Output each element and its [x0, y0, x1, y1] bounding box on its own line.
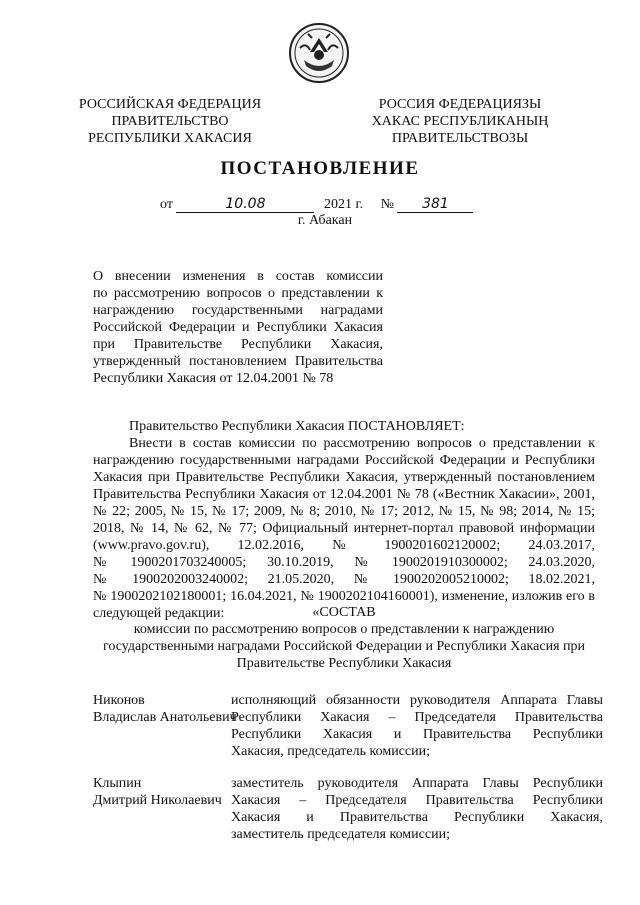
role-line: исполняющий обязанности руководителя Аппарата Главы [231, 693, 603, 708]
member-given-names: Дмитрий Николаевич [93, 793, 222, 808]
document-title: ПОСТАНОВЛЕНИЕ [220, 158, 420, 179]
role-line: Хакасия, председатель комиссии; [231, 744, 430, 759]
member-role [231, 775, 603, 843]
document-subject [93, 268, 383, 387]
paragraph-line: № 1900201703240005; 30.10.2019, № 1900201910300002; 24.03.2020, [93, 555, 595, 570]
document-body [93, 418, 595, 622]
role-line: заместитель председателя комиссии; [231, 827, 450, 842]
subject-line: Российской Федерации и Республики Хакасия [93, 320, 383, 335]
number-sign: № [380, 197, 394, 212]
header-right-line: РОССИЯ ФЕДЕРАЦИЯЗЫ [378, 97, 542, 112]
member-role [231, 692, 603, 760]
header-left-line: РОССИЙСКАЯ ФЕДЕРАЦИЯ [78, 97, 262, 112]
composition-subheading-line: комиссии по рассмотрению вопросов о представлении к награждению [133, 622, 555, 637]
subject-line: по рассмотрению вопросов о представлении к [93, 286, 383, 301]
decree-line: Правительство Республики Хакасия ПОСТАНОВЛЯЕТ: [129, 419, 465, 434]
paragraph-line: 2018, № 14, № 62, № 77; Официальный интернет-портал правовой информации [93, 521, 595, 536]
member-given-names: Владислав Анатольевич [93, 710, 237, 725]
paragraph-line: Хакасия при Правительстве Республики Хакасия, утвержденный постановлением [93, 470, 595, 485]
composition-heading: «СОСТАВ [312, 605, 376, 620]
header-right-line: ПРАВИТЕЛЬСТВОЗЫ [391, 131, 529, 146]
date-prefix: от [160, 197, 173, 212]
composition-subheading-line: Правительстве Республики Хакасия [236, 656, 452, 671]
paragraph-line: награждению государственными наградами Российской Федерации и Республики [93, 453, 595, 468]
header-left-line: ПРАВИТЕЛЬСТВО [111, 114, 229, 129]
role-line: Хакасия – Председателя Правительства Республики [231, 793, 603, 808]
subject-line: Республики Хакасия от 12.04.2001 № 78 [93, 371, 334, 386]
subject-line: при Правительстве Республики Хакасия, [93, 337, 383, 352]
role-line: Хакасия и Правительства Республики Хакасия, [231, 810, 603, 825]
paragraph-line: следующей редакции: [93, 606, 225, 621]
member-surname: Клыпин [93, 776, 142, 791]
paragraph-line: № 1900202102180001; 16.04.2021, № 1900202104160001), изменение, изложив его в [93, 589, 595, 604]
subject-line: О внесении изменения в состав комиссии [93, 269, 383, 284]
city: г. Абакан [297, 213, 353, 228]
paragraph-line: (www.pravo.gov.ru), 12.02.2016, № 1900201602120002; 24.03.2017, [93, 538, 595, 553]
coat-of-arms-emblem [288, 22, 350, 84]
paragraph-line: № 22; 2005, № 15, № 17; 2009, № 8; 2010, № 17; 2012, № 15, № 98; 2014, № 15; [93, 504, 595, 519]
date-handwritten: 10.08 [176, 197, 314, 213]
header-left-line: РЕСПУБЛИКИ ХАКАСИЯ [88, 131, 252, 146]
amendment-paragraph [93, 435, 595, 622]
role-line: Республики Хакасия – Председателя Правительства [231, 710, 603, 725]
subject-line: утвержденный постановлением Правительства [93, 354, 383, 369]
role-line: Республики Хакасия и Правительства Республики [231, 727, 603, 742]
header-right [340, 96, 580, 147]
paragraph-line: Внести в состав комиссии по рассмотрению вопросов о представлении к [129, 436, 595, 451]
subject-line: награждению государственными наградами [93, 303, 383, 318]
composition-subheading-line: государственными наградами Российской Федерации и Республики Хакасия при [103, 639, 585, 654]
paragraph-line: № 1900202003240002; 21.05.2020, № 1900202005210002; 18.02.2021, [93, 572, 595, 587]
date-number-line [160, 196, 500, 213]
role-line: заместитель руководителя Аппарата Главы Республики [231, 776, 603, 791]
member-surname: Никонов [93, 693, 145, 708]
header-left [50, 96, 290, 147]
date-year: 2021 г. [323, 197, 364, 212]
number-handwritten: 381 [397, 197, 473, 213]
paragraph-line: Правительства Республики Хакасия от 12.04.2001 № 78 («Вестник Хакасии», 2001, [93, 487, 595, 502]
header-right-line: ХАКАС РЕСПУБЛИКАНЫҢ [371, 114, 549, 129]
